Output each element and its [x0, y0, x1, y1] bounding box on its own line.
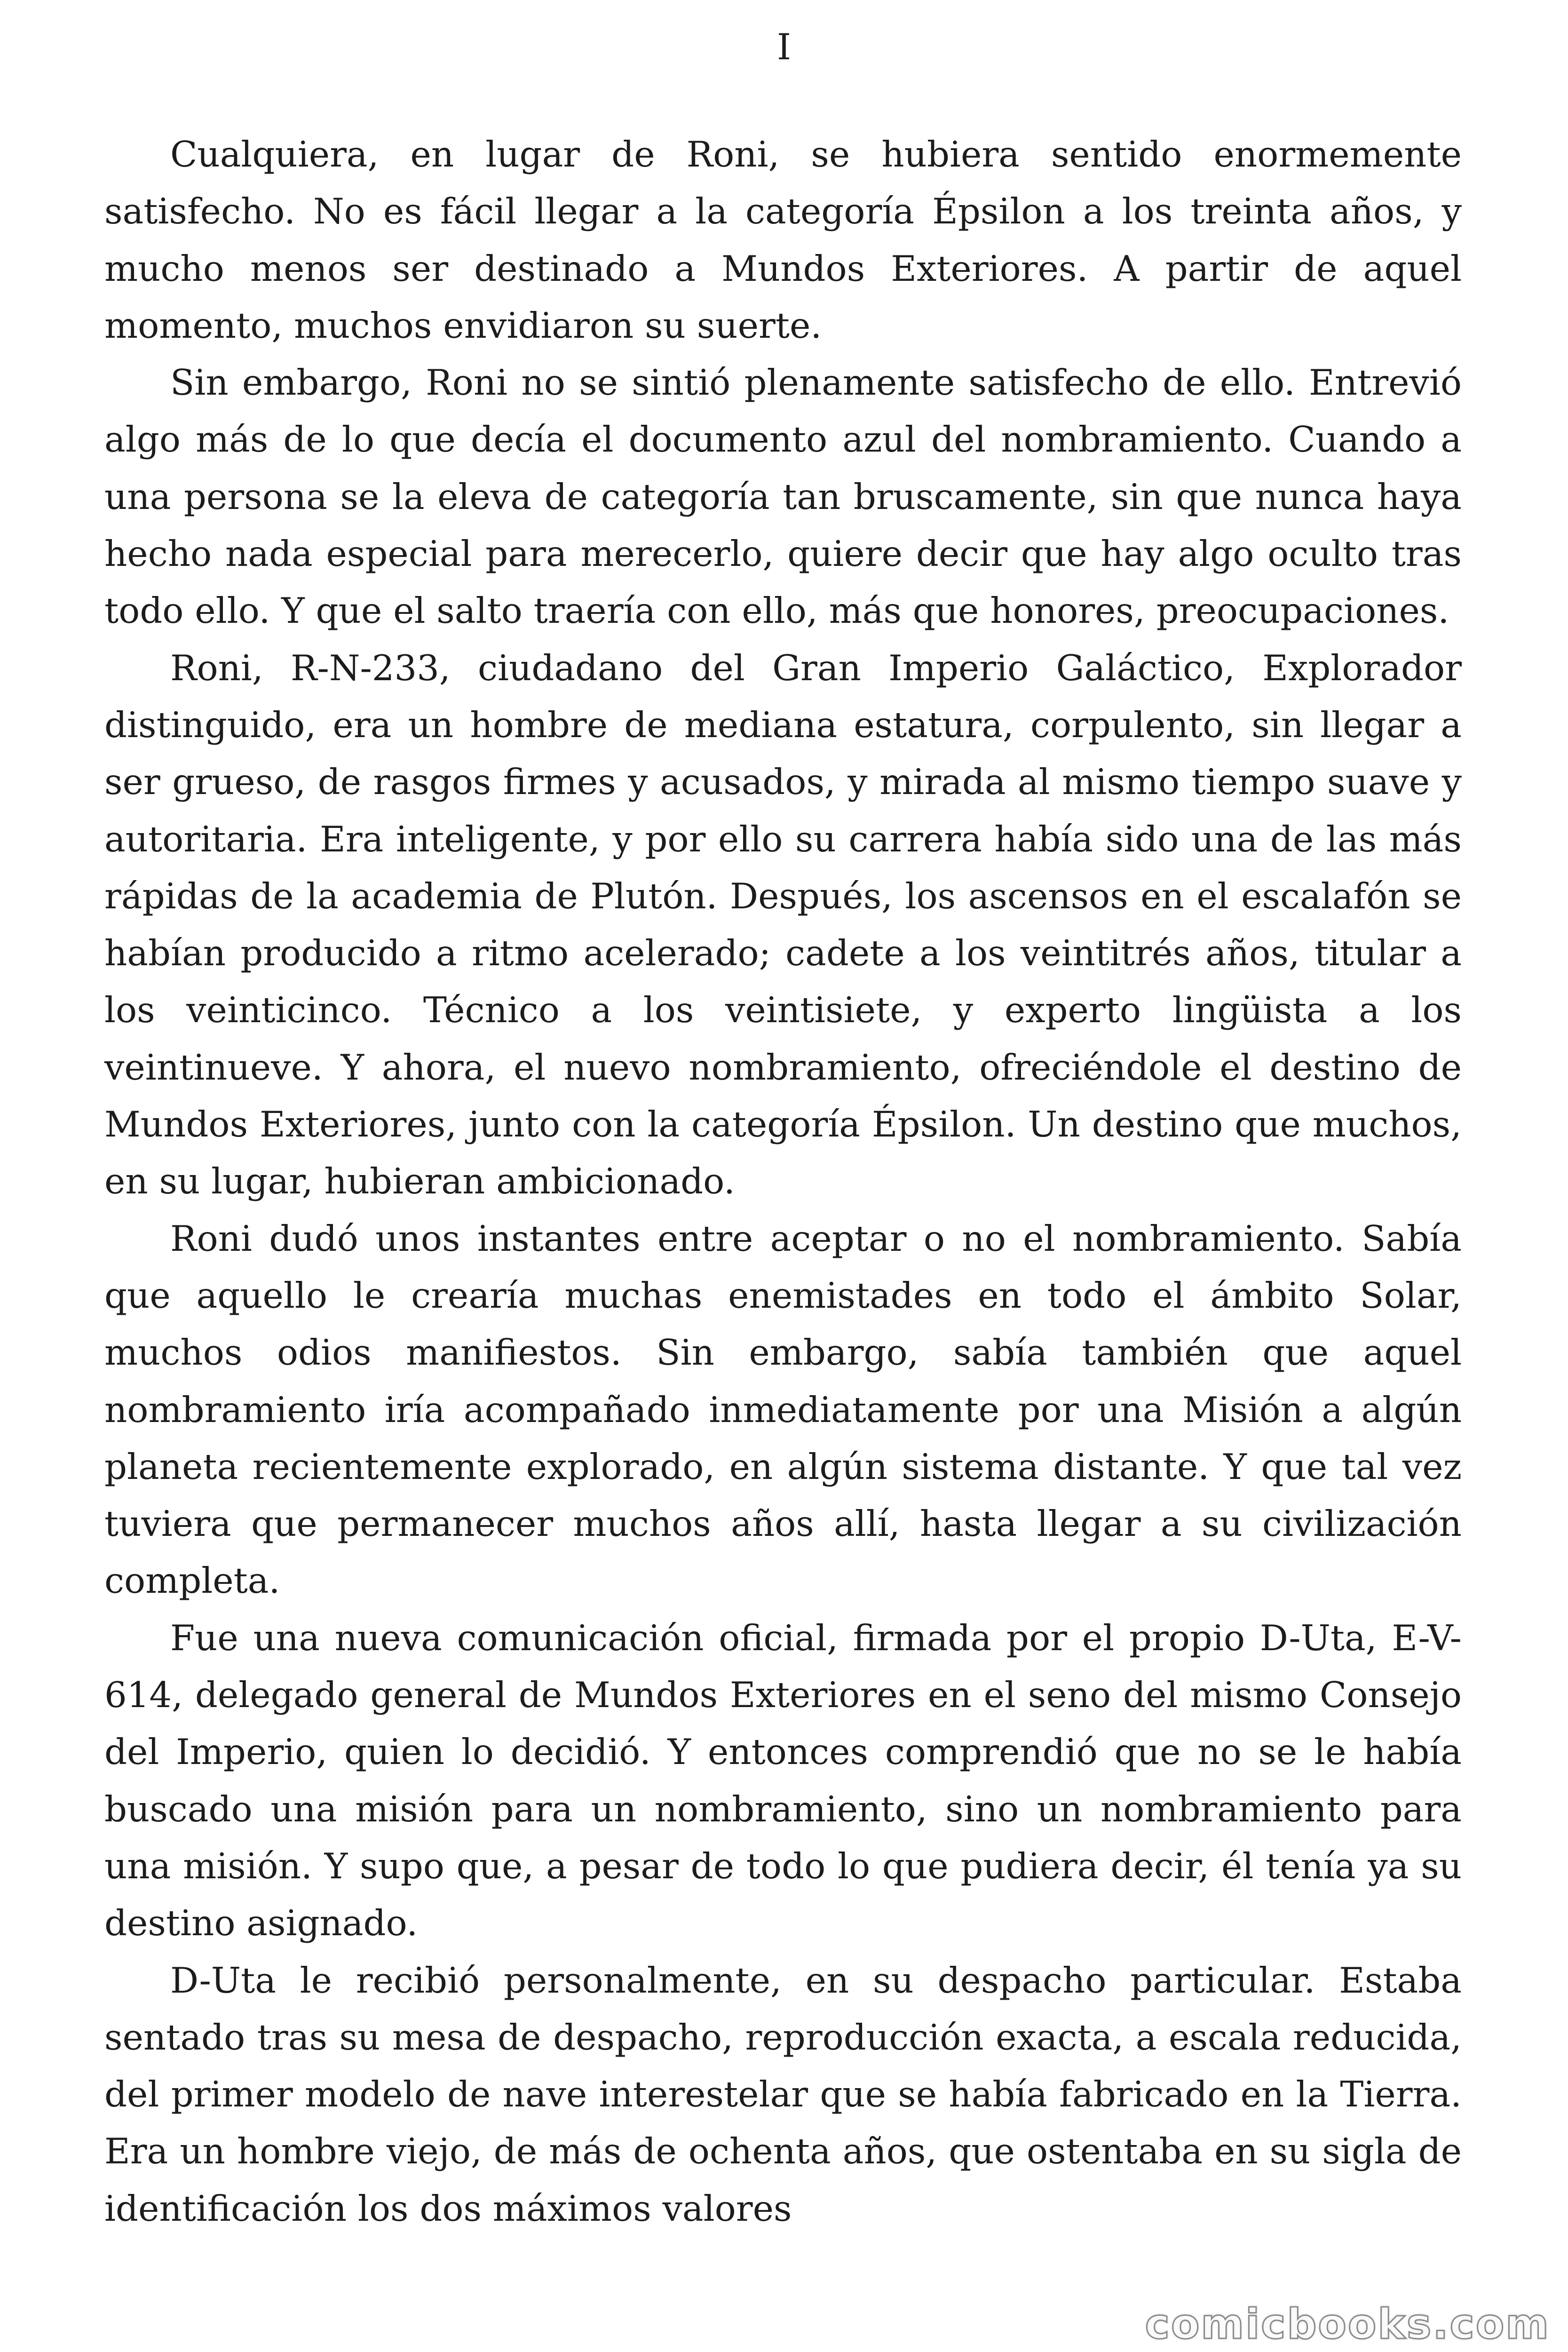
- paragraph: D-Uta le recibió personalmente, en su despacho particular. Estaba sentado tras su mesa de despacho, reproducción exacta, a escala reducida, del primer modelo de nave interestelar que se había fabricado en la Tierra. Era un hombre viejo, de más de ochenta años, que ostentaba en su sigla de identificación los dos máximos valores: [104, 1959, 1462, 2229]
- paragraph: Fue una nueva comunicación oficial, firmada por el propio D-Uta, E-V-614, delegado general de Mundos Exteriores en el seno del mismo Consejo del Imperio, quien lo decidió. Y entonces comprendió que no se le había buscado una misión para un nombramiento, sino un nombramiento para una misión. Y supo que, a pesar de todo lo que pudiera decir, él tenía ya su destino asignado.: [104, 1617, 1462, 1944]
- paragraph: Sin embargo, Roni no se sintió plenamente satisfecho de ello. Entrevió algo más de lo que decía el documento azul del nombramiento. Cuando a una persona se la eleva de categoría tan bruscamente, sin que nunca haya hecho nada especial para merecerlo, quiere decir que hay algo oculto tras todo ello. Y que el salto traería con ello, más que honores, preocupaciones.: [104, 362, 1462, 632]
- paragraph: Roni dudó unos instantes entre aceptar o no el nombramiento. Sabía que aquello le crearía muchas enemistades en todo el ámbito Solar, muchos odios manifiestos. Sin embargo, sabía también que aquel nombramiento iría acompañado inmediatamente por una Misión a algún planeta recientemente explorado, en algún sistema distante. Y que tal vez tuviera que permanecer muchos años allí, hasta llegar a su civilización completa.: [104, 1217, 1462, 1602]
- watermark: comicbooks.com: [1145, 2300, 1550, 2348]
- paragraph: Roni, R-N-233, ciudadano del Gran Imperio Galáctico, Explorador distinguido, era un hombre de mediana estatura, corpulento, sin llegar a ser grueso, de rasgos firmes y acusados, y mirada al mismo tiempo suave y autoritaria. Era inteligente, y por ello su carrera había sido una de las más rápidas de la academia de Plutón. Después, los ascensos en el escalafón se habían producido a ritmo acelerado; cadete a los veintitrés años, titular a los veinticinco. Técnico a los veintisiete, y experto lingüista a los veintinueve. Y ahora, el nuevo nombramiento, ofreciéndole el destino de Mundos Exteriores, junto con la categoría Épsilon. Un destino que muchos, en su lugar, hubieran ambicionado.: [104, 647, 1462, 1202]
- chapter-number: I: [776, 26, 792, 68]
- chapter-body: [104, 126, 1462, 2237]
- paragraph: Cualquiera, en lugar de Roni, se hubiera sentido enormemente satisfecho. No es fácil llegar a la categoría Épsilon a los treinta años, y mucho menos ser destinado a Mundos Exteriores. A partir de aquel momento, muchos envidiaron su suerte.: [104, 134, 1462, 346]
